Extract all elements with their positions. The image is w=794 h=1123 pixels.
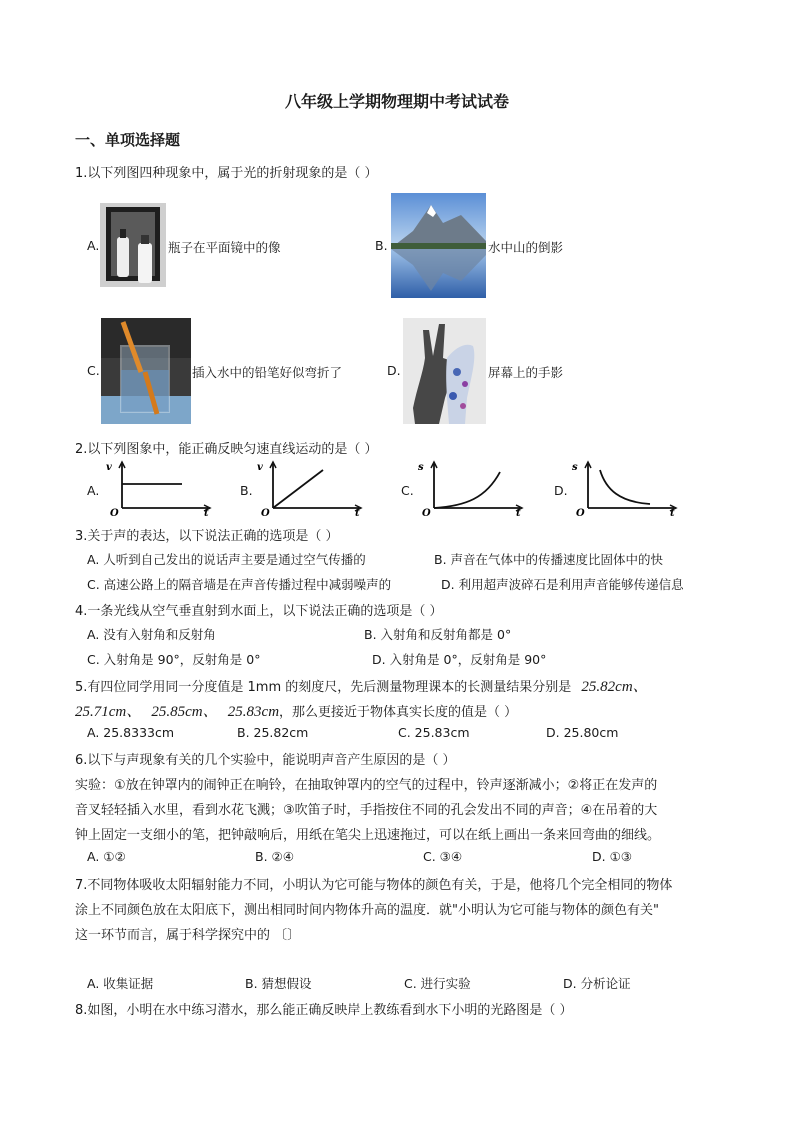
graph-d-xlabel: t (670, 508, 675, 519)
q4-option-a: A. 没有入射角和反射角 (87, 627, 216, 642)
q6-stem: 6.以下与声现象有关的几个实验中，能说明声音产生原因的是（ ） (75, 753, 456, 768)
q7-option-b: B. 猜想假设 (245, 976, 312, 991)
q6-line3: 钟上固定一支细小的笔，把钟敲响后，用纸在笔尖上迅速拖过，可以在纸上画出一条来回弯曲的细线。 (75, 828, 661, 843)
q3-option-b: B. 声音在气体中的传播速度比固体中的快 (434, 552, 664, 567)
q7-option-c: C. 进行实验 (404, 976, 471, 991)
q5-stem-tail: ，那么更接近于物体真实长度的值是（ ） (279, 705, 518, 720)
q6-option-d: D. ①③ (592, 849, 632, 864)
graph-b-curve (273, 470, 323, 508)
q1-stem: 1.以下列图四种现象中，属于光的折射现象的是（ ） (75, 166, 378, 181)
graph-d (570, 460, 680, 520)
q5-option-d: D. 25.80cm (546, 725, 619, 740)
graph-c-curve (434, 472, 500, 508)
page-title: 八年级上学期物理期中考试试卷 (284, 92, 509, 111)
q5-stem-text: 5.有四位同学用同一分度值是 1mm 的刻度尺，先后测量物理课本的长测量结果分别是 (75, 680, 572, 695)
graph-a (104, 460, 214, 520)
q1-option-a-text: 瓶子在平面镜中的像 (168, 240, 281, 255)
hand-shadow-photo (403, 318, 486, 424)
graph-a-ylabel: v (106, 462, 112, 473)
q5-measurement-1: 25.82cm、 (581, 679, 648, 695)
q1-option-c-text: 插入水中的铅笔好似弯折了 (192, 365, 343, 380)
q5-option-b: B. 25.82cm (237, 725, 309, 740)
q8-stem: 8.如图，小明在水中练习潜水，那么能正确反映岸上教练看到水下小明的光路图是（ ） (75, 1003, 573, 1018)
graph-c-ylabel: s (418, 462, 424, 473)
graph-c-xlabel: t (516, 508, 521, 519)
q5-line2 (75, 700, 517, 721)
q7-line1: 7.不同物体吸收太阳辐射能力不同，小明认为它可能与物体的颜色有关，于是，他将几个完全相同的物体 (75, 878, 673, 893)
q7-option-a: A. 收集证据 (87, 976, 154, 991)
q4-stem: 4.一条光线从空气垂直射到水面上，以下说法正确的选项是（ ） (75, 604, 443, 619)
q2-option-b-letter: B. (240, 483, 253, 498)
q2-option-a-letter: A. (87, 483, 100, 498)
graph-b (255, 460, 365, 520)
graph-a-xlabel: t (204, 508, 209, 519)
graph-d-ylabel: s (572, 462, 578, 473)
q1-option-d-text: 屏幕上的手影 (488, 365, 564, 380)
graph-b-origin: O (261, 508, 270, 519)
q1-option-b-text: 水中山的倒影 (488, 240, 564, 255)
q1-option-c-letter: C. (87, 363, 100, 378)
graph-d-origin: O (576, 508, 585, 519)
q6-line2: 音叉轻轻插入水里，看到水花飞溅；③吹笛子时，手指按住不同的孔会发出不同的声音；④在吊着的大 (75, 803, 658, 818)
q3-stem: 3.关于声的表达，以下说法正确的选项是（ ） (75, 529, 339, 544)
q4-option-d: D. 入射角是 0°，反射角是 90° (372, 652, 547, 667)
q3-option-c: C. 高速公路上的隔音墙是在声音传播过程中减弱噪声的 (87, 577, 392, 592)
q4-option-c: C. 入射角是 90°，反射角是 0° (87, 652, 261, 667)
graph-a-origin: O (110, 508, 119, 519)
q7-option-d: D. 分析论证 (563, 976, 631, 991)
q5-option-c: C. 25.83cm (398, 725, 470, 740)
mountain-reflection-photo (391, 193, 486, 298)
q5-option-a: A. 25.8333cm (87, 725, 175, 740)
graph-b-xlabel: t (355, 508, 360, 519)
pencil-in-water-photo (101, 318, 191, 424)
q2-option-d-letter: D. (554, 483, 568, 498)
q5-measurement-3: 25.85cm、 (151, 704, 218, 720)
graph-b-ylabel: v (257, 462, 263, 473)
graph-c (416, 460, 526, 520)
q1-option-d-letter: D. (387, 363, 401, 378)
q2-stem: 2.以下列图象中，能正确反映匀速直线运动的是（ ） (75, 442, 378, 457)
q6-line1: 实验：①放在钟罩内的闹钟正在响铃，在抽取钟罩内的空气的过程中，铃声逐渐减小；②将正在发声的 (75, 778, 658, 793)
q7-line2: 涂上不同颜色放在太阳底下，测出相同时间内物体升高的温度．就"小明认为它可能与物体的颜色有关" (75, 903, 659, 918)
q6-option-b: B. ②④ (255, 849, 294, 864)
q5-measurement-2: 25.71cm、 (75, 704, 142, 720)
mirror-bottle-photo (100, 203, 166, 287)
q3-option-a: A. 人听到自己发出的说话声主要是通过空气传播的 (87, 552, 366, 567)
q2-option-c-letter: C. (401, 483, 414, 498)
q7-line3: 这一环节而言，属于科学探究中的 〔〕 (75, 928, 301, 943)
q5-measurement-4: 25.83cm (227, 704, 280, 720)
section-heading: 一、单项选择题 (75, 131, 181, 149)
q6-option-a: A. ①② (87, 849, 126, 864)
graph-c-origin: O (422, 508, 431, 519)
q6-option-c: C. ③④ (423, 849, 463, 864)
q5-line1 (75, 675, 648, 696)
q3-option-d: D. 利用超声波碎石是利用声音能够传递信息 (441, 577, 684, 592)
graph-d-curve (600, 470, 650, 504)
q1-option-a-letter: A. (87, 238, 100, 253)
q1-option-b-letter: B. (375, 238, 388, 253)
q4-option-b: B. 入射角和反射角都是 0° (364, 627, 512, 642)
